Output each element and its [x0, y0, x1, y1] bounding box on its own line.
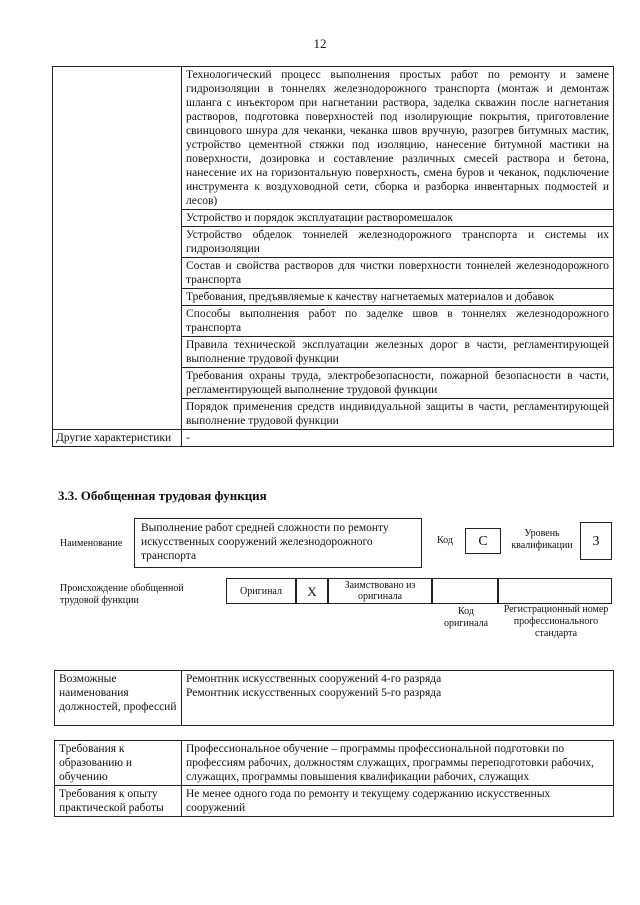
table-cell: Порядок применения средств индивидуальной защиты в части, регламентирующей выполнение трудовой функции	[182, 399, 614, 430]
function-name-box: Выполнение работ средней сложности по ремонту искусственных сооружений железнодорожного транспорта	[134, 518, 422, 568]
code-original-label: Код оригинала	[443, 606, 489, 629]
table-row	[53, 430, 614, 447]
origin-label: Происхождение обобщенной трудовой функции	[60, 583, 184, 606]
original-label: Оригинал	[226, 578, 296, 604]
page-number: 12	[313, 36, 327, 51]
table-row	[55, 741, 614, 786]
table-cell: Устройство и порядок эксплуатации растворомешалок	[182, 210, 614, 227]
table-cell: Состав и свойства растворов для чистки поверхности тоннелей железнодорожного транспорта	[182, 258, 614, 289]
requirements-table	[54, 740, 614, 817]
other-characteristics-label: Другие характеристики	[53, 430, 182, 447]
positions-value	[182, 671, 614, 726]
table-row	[55, 671, 614, 726]
name-label: Наименование	[60, 538, 123, 549]
position-item: Ремонтник искусственных сооружений 4-го разряда	[186, 673, 442, 685]
borrowed-label: Заимствовано из оригинала	[328, 578, 432, 604]
level-label: Уровень квалификации	[511, 528, 573, 551]
table-row	[55, 786, 614, 817]
positions-label: Возможные наименования должностей, профессий	[55, 671, 182, 726]
table-cell: Требования охраны труда, электробезопасности, пожарной безопасности в части, регламентирующей выполнение трудовой функции	[182, 368, 614, 399]
knowledge-table	[52, 66, 614, 447]
other-characteristics-value: -	[182, 430, 614, 447]
level-value: 3	[580, 522, 612, 560]
table-cell: Технологический процесс выполнения простых работ по ремонту и замене гидроизоляции в тоннелях железнодорожного транспорта (монтаж и демонтаж шланга с инъектором при нагнетании раствора, заделка скважин после нагнетания растворов, подготовка поверхностей под изолирующие покрытия, приготовление свинцового шнура для чеканки, чеканка швов вручную, разогрев битумных мастик, устройство цементной стяжки под изоляцию, нанесение битумной мастики на поверхности, дозировка и составление различных смесей раствора и бетона, нанесение их на горизонтальную поверхность, смена буров и чеканок, подключение инструмента к воздуховодной сети, сборка и разборка инвентарных подмостей и лесов)	[182, 67, 614, 210]
reg-number-label: Регистрационный номер профессионального стандарта	[503, 604, 609, 639]
code-original-cell	[432, 578, 498, 604]
experience-value: Не менее одного года по ремонту и текущему содержанию искусственных сооружений	[182, 786, 614, 817]
origin-row	[226, 578, 612, 604]
table-cell: Способы выполнения работ по заделке швов в тоннелях железнодорожного транспорта	[182, 306, 614, 337]
table-cell: Правила технической эксплуатации железных дорог в части, регламентирующей выполнение трудовой функции	[182, 337, 614, 368]
reg-number-cell	[498, 578, 612, 604]
experience-label: Требования к опыту практической работы	[55, 786, 182, 817]
positions-table	[54, 670, 614, 726]
education-label: Требования к образованию и обучению	[55, 741, 182, 786]
original-mark: X	[296, 578, 328, 604]
table-cell: Требования, предъявляемые к качеству нагнетаемых материалов и добавок	[182, 289, 614, 306]
position-item: Ремонтник искусственных сооружений 5-го разряда	[186, 687, 442, 699]
code-label: Код	[437, 535, 453, 546]
code-value: C	[465, 528, 501, 554]
section-heading: 3.3. Обобщенная трудовая функция	[58, 488, 267, 503]
empty-label-cell	[53, 67, 182, 430]
table-row	[53, 67, 614, 210]
education-value: Профессиональное обучение – программы профессиональной подготовки по профессиям рабочих, должностям служащих, программы переподготовки рабочих, служащих, программы повышения квалификации рабочих, служащих	[182, 741, 614, 786]
table-cell: Устройство обделок тоннелей железнодорожного транспорта и системы их гидроизоляции	[182, 227, 614, 258]
